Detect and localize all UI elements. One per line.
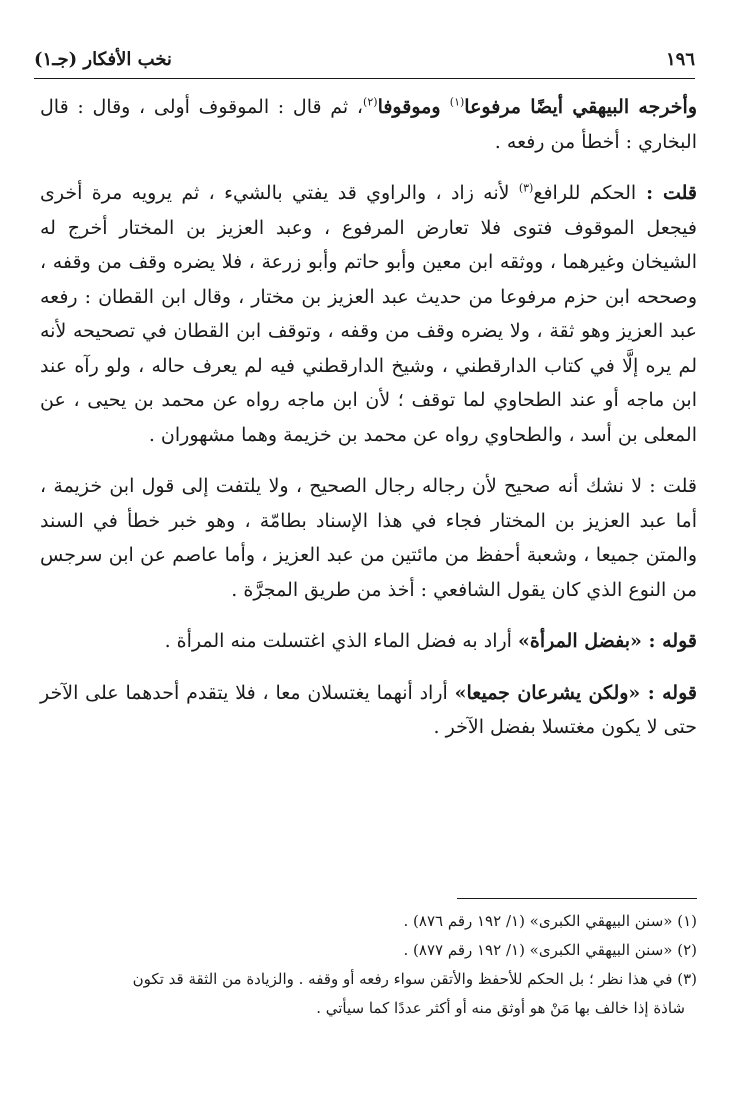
header-rule — [34, 78, 695, 79]
paragraph-text — [40, 176, 697, 452]
text-segment: أراد أنهما يغتسلان معا ، فلا يتقدم أحدهما على الآخر حتى لا يكون مغتسلا بفضل الآخر . — [40, 681, 697, 738]
footnote-ref-1[interactable]: (١) — [449, 95, 465, 109]
main-text — [40, 90, 697, 762]
footnote-3: (٣) في هذا نظر ؛ بل الحكم للأحفظ والأتقن سواء رفعه أو وقفه . والزيادة من الثقة قد تكون — [132, 970, 697, 988]
paragraph-text — [40, 624, 697, 659]
paragraph-3 — [40, 469, 697, 607]
paragraph-5 — [40, 676, 697, 745]
footnote-3-continuation: شاذة إذا خالف بها مَنْ هو أوثق منه أو أكثر عددًا كما سيأتي . — [316, 999, 685, 1017]
footnote-ref-2[interactable]: (٢) — [363, 95, 378, 109]
footnote-separator — [457, 898, 697, 899]
text-segment: قلت : — [636, 182, 698, 204]
paragraph-2 — [40, 176, 697, 452]
footnote-1: (١) «سنن البيهقي الكبرى» (١/ ١٩٢ رقم ٨٧٦) . — [403, 912, 697, 930]
text-segment: الحكم للرافع — [533, 182, 637, 204]
text-segment: قلت : لا نشك أنه صحيح لأن رجاله رجال الصحيح ، ولا يلتفت إلى قول ابن خزيمة ، أما عبد العزيز بن المختار فجاء في هذا الإسناد بطامّة ، وهو خبر خطأ في السند والمتن جميعا ، وشعبة أحفظ من مائتين من عبد العزيز ، وأما عاصم عن ابن سرجس من النوع الذي كان يقول الشافعي : أخذ من طريق المجرَّة . — [40, 475, 697, 601]
text-segment: لأنه زاد ، والراوي قد يفتي بالشيء ، ثم يرويه مرة أخرى فيجعل الموقوف فتوى فلا تعارض المرفوع ، وعبد العزيز بن المختار أخرج له الشيخان وغيرهما ، ووثقه ابن معين وأبو حاتم وأبو زرعة ، فلا يضره وقف من وقفه ، وصححه ابن حزم مرفوعا من حديث عبد العزيز بن مختار ، وقال ابن القطان : رفعه عبد العزيز وهو ثقة ، ولا يضره وقف من وقفه ، وتوقف ابن القطان في تصحيحه لأنه لم يره إلَّا في كتاب الدارقطني ، وشيخ الدارقطني فيه لم يعرف حاله ، ولو رآه عند ابن ماجه أو عند الطحاوي لما توقف ؛ لأن ابن ماجه رواه عن محمد بن يحيى ، عن المعلى بن أسد ، والطحاوي رواه عن محمد بن خزيمة وهما مشهوران . — [40, 182, 697, 446]
paragraph-text — [40, 676, 697, 745]
text-segment: وأخرجه البيهقي أيضًا مرفوعا — [464, 96, 697, 118]
paragraph-4 — [40, 624, 697, 659]
footnote-2: (٢) «سنن البيهقي الكبرى» (١/ ١٩٢ رقم ٨٧٧) . — [403, 941, 697, 959]
footnotes — [40, 907, 697, 1023]
footnote-ref-3[interactable]: (٣) — [518, 181, 534, 195]
paragraph-text — [40, 90, 697, 159]
book-title: نخب الأفكار (جـ١) — [34, 48, 172, 70]
text-segment: ، ثم قال : الموقوف أولى ، وقال : قال البخاري : أخطأ من رفعه . — [40, 96, 697, 153]
page-number: ١٩٦ — [665, 48, 695, 70]
quoted-phrase: قوله : «ولكن يشرعان جميعا» — [454, 681, 697, 704]
text-segment: وموقوفا — [377, 96, 450, 118]
running-header — [34, 42, 695, 76]
text-segment: أراد به فضل الماء الذي اغتسلت منه المرأة . — [164, 630, 518, 652]
paragraph-text — [40, 469, 697, 607]
quoted-phrase: قوله : «بفضل المرأة» — [517, 630, 697, 652]
paragraph-1 — [40, 90, 697, 159]
